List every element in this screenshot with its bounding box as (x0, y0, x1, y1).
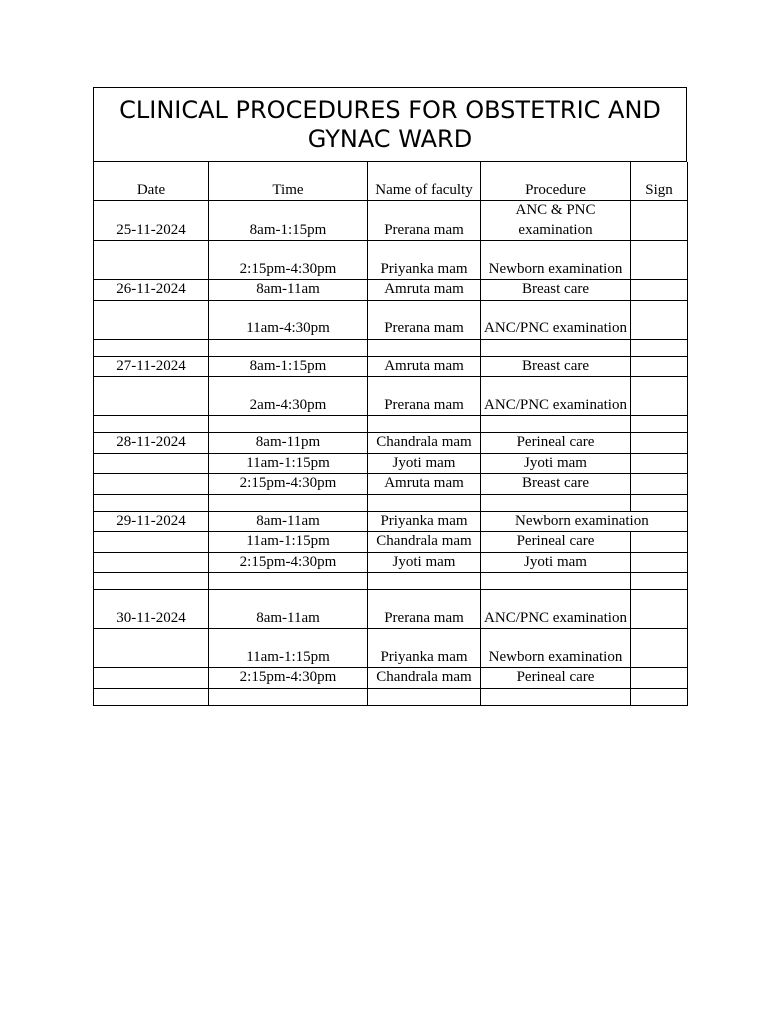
table-row (94, 552, 688, 573)
cell-faculty: Priyanka mam (368, 241, 481, 280)
cell-procedure: Newborn examination (481, 511, 631, 532)
table-row (94, 377, 688, 416)
header-faculty: Name of faculty (368, 162, 481, 201)
table-row (94, 241, 688, 280)
cell-time: 2:15pm-4:30pm (209, 241, 368, 280)
cell-faculty: Amruta mam (368, 356, 481, 377)
header-procedure: Procedure (481, 162, 631, 201)
cell-time: 2:15pm-4:30pm (209, 552, 368, 573)
cell-faculty: Prerana mam (368, 377, 481, 416)
cell-date: 26-11-2024 (94, 280, 209, 301)
cell-sign[interactable] (631, 532, 688, 553)
cell-faculty: Prerana mam (368, 300, 481, 339)
blank-row (94, 573, 688, 590)
cell-procedure: ANC & PNC examination (481, 201, 631, 241)
schedule-sheet (93, 87, 687, 706)
cell-faculty: Chandrala mam (368, 433, 481, 454)
cell-procedure: Jyoti mam (481, 453, 631, 474)
table-row (94, 668, 688, 689)
table-row (94, 280, 688, 301)
table-row (94, 532, 688, 553)
cell-date: 29-11-2024 (94, 511, 209, 532)
schedule-table (93, 162, 688, 706)
header-sign: Sign (631, 162, 688, 201)
cell-date: 27-11-2024 (94, 356, 209, 377)
cell-time: 8am-1:15pm (209, 201, 368, 241)
cell-time: 8am-11am (209, 590, 368, 629)
cell-date: 25-11-2024 (94, 201, 209, 241)
cell-procedure: Jyoti mam (481, 552, 631, 573)
cell-time: 2am-4:30pm (209, 377, 368, 416)
cell-faculty: Priyanka mam (368, 511, 481, 532)
cell-sign[interactable] (631, 356, 688, 377)
cell-faculty: Amruta mam (368, 280, 481, 301)
table-row (94, 511, 688, 532)
blank-row (94, 339, 688, 356)
cell-procedure: Breast care (481, 280, 631, 301)
cell-time: 11am-4:30pm (209, 300, 368, 339)
cell-procedure: Breast care (481, 474, 631, 495)
cell-faculty: Amruta mam (368, 474, 481, 495)
cell-faculty: Jyoti mam (368, 453, 481, 474)
cell-time: 8am-11pm (209, 433, 368, 454)
header-date: Date (94, 162, 209, 201)
table-row (94, 629, 688, 668)
cell-sign[interactable] (631, 590, 688, 629)
cell-faculty: Chandrala mam (368, 668, 481, 689)
cell-time: 11am-1:15pm (209, 629, 368, 668)
cell-sign[interactable] (631, 201, 688, 241)
cell-sign[interactable] (631, 629, 688, 668)
cell-sign[interactable] (631, 474, 688, 495)
cell-date: 28-11-2024 (94, 433, 209, 454)
page-title: CLINICAL PROCEDURES FOR OBSTETRIC AND GYNAC WARD (93, 87, 687, 162)
cell-time: 8am-11am (209, 280, 368, 301)
cell-sign[interactable] (631, 552, 688, 573)
header-time: Time (209, 162, 368, 201)
cell-date (94, 453, 209, 474)
cell-procedure: Perineal care (481, 433, 631, 454)
cell-time: 11am-1:15pm (209, 532, 368, 553)
cell-time: 2:15pm-4:30pm (209, 668, 368, 689)
cell-faculty: Prerana mam (368, 201, 481, 241)
cell-date (94, 474, 209, 495)
cell-procedure: ANC/PNC examination (481, 590, 631, 629)
cell-time: 2:15pm-4:30pm (209, 474, 368, 495)
cell-date (94, 629, 209, 668)
cell-sign[interactable] (631, 433, 688, 454)
table-row (94, 356, 688, 377)
cell-date (94, 241, 209, 280)
cell-procedure: ANC/PNC examination (481, 377, 631, 416)
cell-time: 11am-1:15pm (209, 453, 368, 474)
header-row (94, 162, 688, 201)
cell-time: 8am-11am (209, 511, 368, 532)
cell-procedure: Perineal care (481, 532, 631, 553)
table-row (94, 201, 688, 241)
table-row (94, 453, 688, 474)
cell-sign[interactable] (631, 668, 688, 689)
table-row (94, 300, 688, 339)
cell-faculty: Prerana mam (368, 590, 481, 629)
cell-sign[interactable] (631, 377, 688, 416)
cell-date (94, 532, 209, 553)
cell-date (94, 377, 209, 416)
table-row (94, 433, 688, 454)
blank-row (94, 494, 688, 511)
cell-procedure: Newborn examination (481, 629, 631, 668)
cell-faculty: Jyoti mam (368, 552, 481, 573)
cell-sign[interactable] (631, 241, 688, 280)
cell-sign[interactable] (631, 453, 688, 474)
cell-time: 8am-1:15pm (209, 356, 368, 377)
cell-date (94, 668, 209, 689)
cell-faculty: Priyanka mam (368, 629, 481, 668)
cell-date (94, 552, 209, 573)
blank-row (94, 688, 688, 705)
table-row (94, 590, 688, 629)
cell-faculty: Chandrala mam (368, 532, 481, 553)
cell-procedure: ANC/PNC examination (481, 300, 631, 339)
cell-date (94, 300, 209, 339)
cell-date: 30-11-2024 (94, 590, 209, 629)
cell-sign[interactable] (631, 280, 688, 301)
cell-procedure: Newborn examination (481, 241, 631, 280)
cell-procedure: Perineal care (481, 668, 631, 689)
blank-row (94, 416, 688, 433)
cell-procedure: Breast care (481, 356, 631, 377)
table-row (94, 474, 688, 495)
cell-sign[interactable] (631, 300, 688, 339)
